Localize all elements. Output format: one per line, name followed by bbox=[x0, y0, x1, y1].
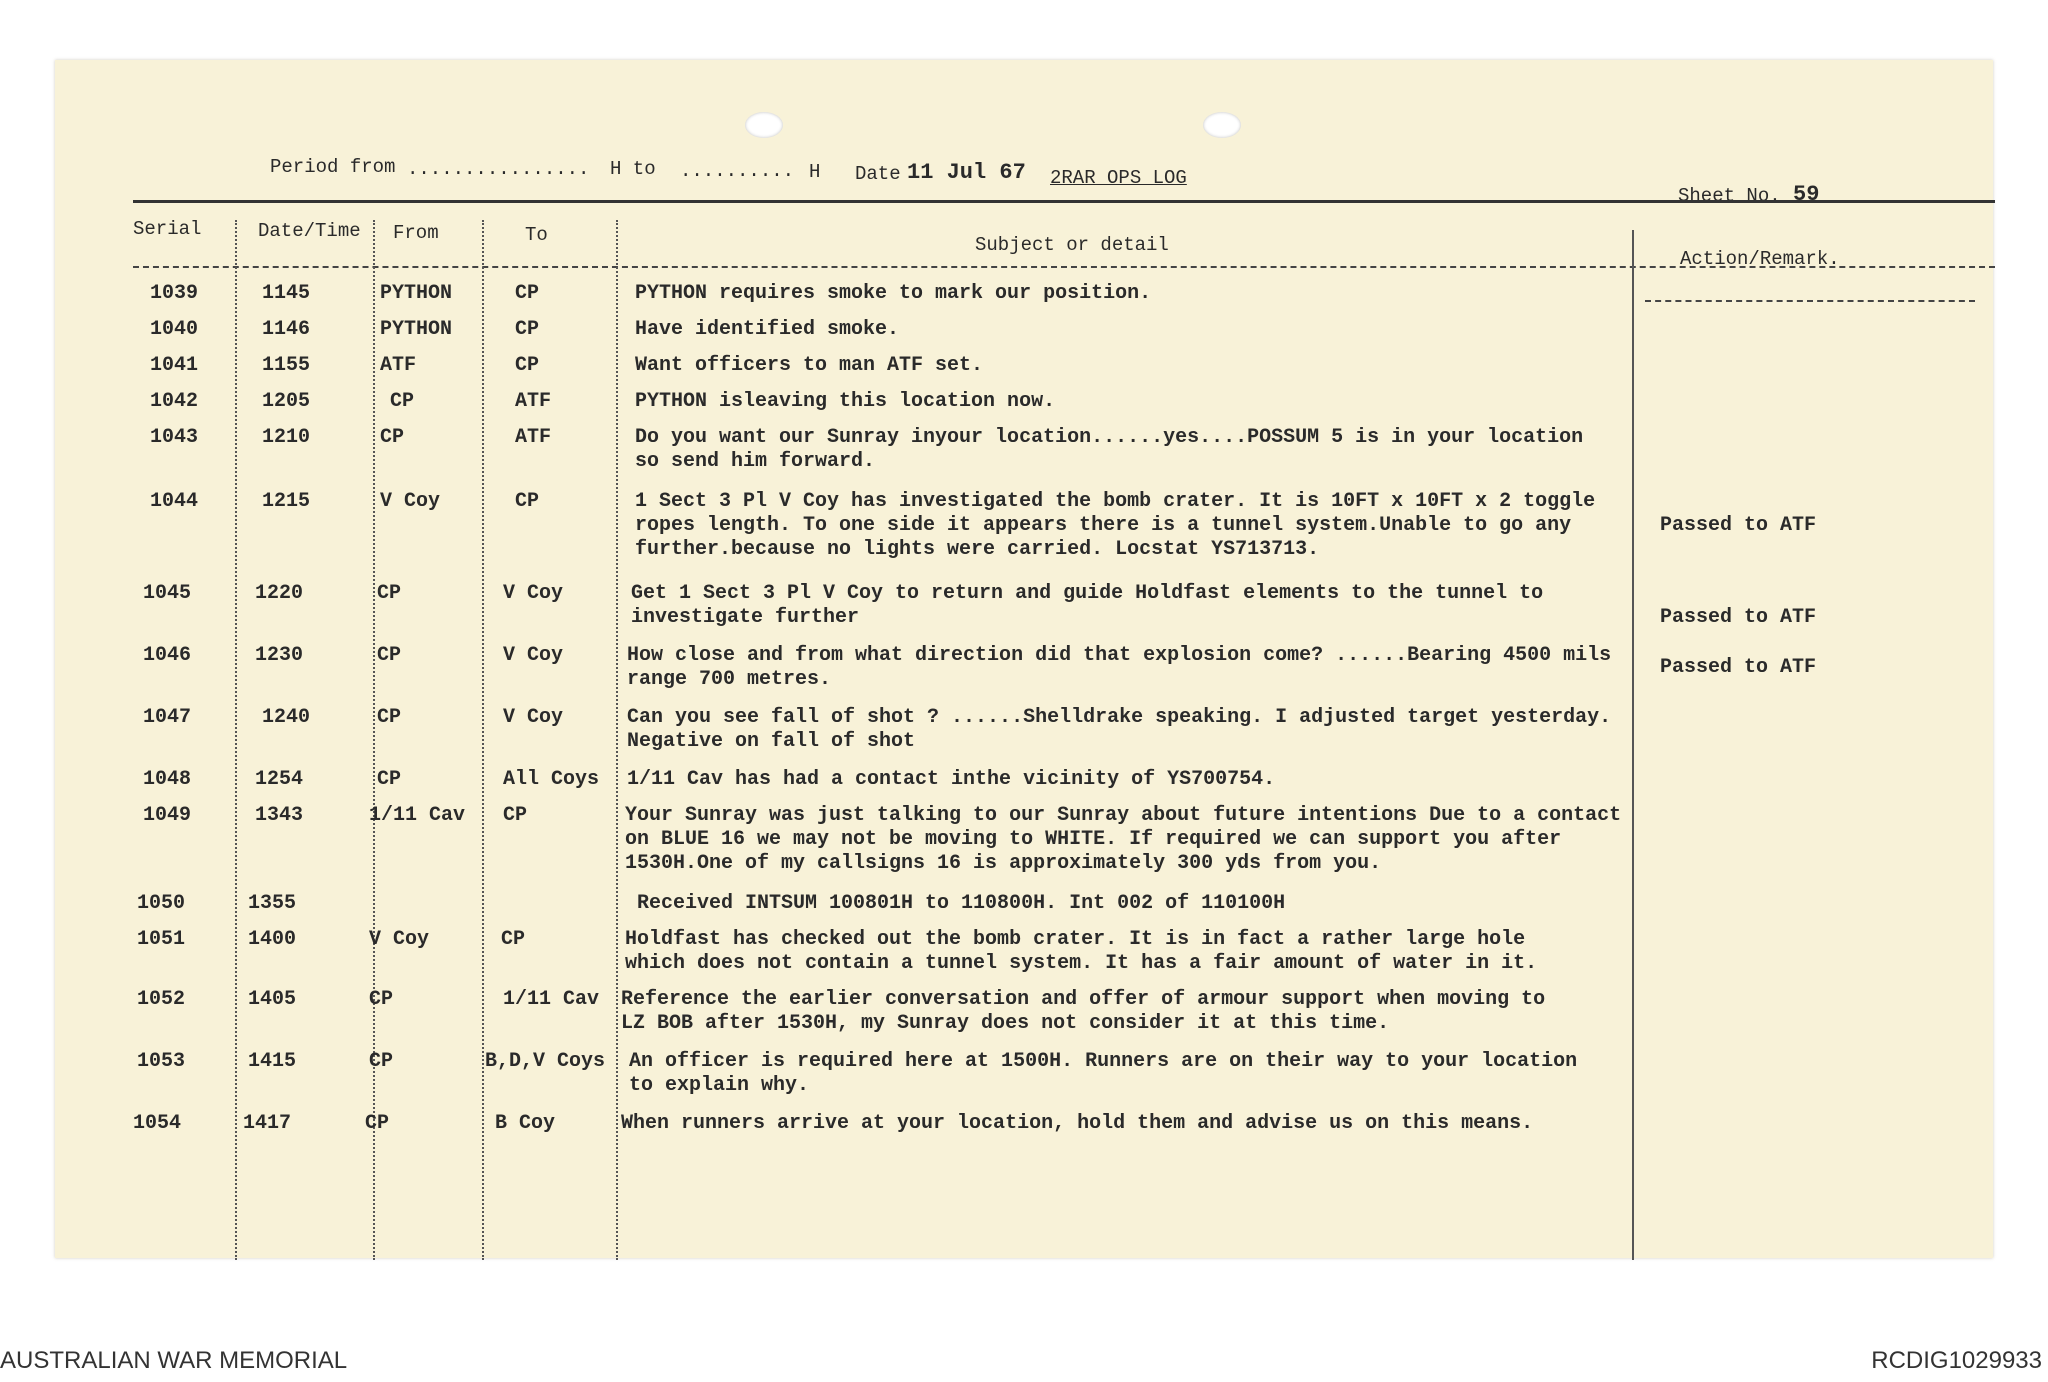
time-cell: 1343 bbox=[255, 804, 304, 827]
sheet-label: Sheet No. bbox=[1678, 185, 1781, 207]
sheet-value: 59 bbox=[1793, 182, 1820, 207]
h-label: H bbox=[809, 161, 821, 183]
col-divider-from bbox=[482, 220, 484, 1260]
time-cell: 1240 bbox=[262, 706, 311, 729]
col-divider-subject bbox=[1632, 230, 1634, 1260]
to-cell: CP bbox=[515, 318, 540, 341]
to-cell: CP bbox=[515, 282, 540, 305]
h-to-label: H to bbox=[610, 158, 656, 180]
to-cell: V Coy bbox=[503, 644, 564, 667]
from-cell: CP bbox=[377, 582, 402, 605]
serial-cell: 1039 bbox=[150, 282, 199, 305]
time-cell: 1254 bbox=[255, 768, 304, 791]
serial-cell: 1050 bbox=[137, 892, 186, 915]
from-cell: PYTHON bbox=[380, 282, 453, 305]
time-cell: 1210 bbox=[262, 426, 311, 449]
time-cell: 1417 bbox=[243, 1112, 292, 1135]
subject-cell: When runners arrive at your location, hold them and advise us on this means. bbox=[621, 1112, 1534, 1135]
time-cell: 1230 bbox=[255, 644, 304, 667]
serial-cell: 1045 bbox=[143, 582, 192, 605]
footer-catalog-id: RCDIG1029933 bbox=[1871, 1347, 2042, 1374]
column-header-to: To bbox=[525, 224, 548, 246]
column-header-serial: Serial bbox=[133, 218, 202, 240]
from-cell: V Coy bbox=[369, 928, 430, 951]
subject-cell: Do you want our Sunray inyour location......yes....POSSUM 5 is in your location so send him forward. bbox=[635, 426, 1584, 473]
subject-cell: Holdfast has checked out the bomb crater. It is in fact a rather large hole which does not contain a tunnel system. It has a fair amount of water in it. bbox=[625, 928, 1538, 975]
from-cell: V Coy bbox=[380, 490, 441, 513]
col-divider-serial bbox=[235, 220, 237, 1260]
footer-credit: AUSTRALIAN WAR MEMORIAL bbox=[0, 1347, 348, 1374]
date-value: 11 Jul 67 bbox=[907, 160, 1026, 185]
date-label: Date bbox=[855, 163, 901, 185]
to-cell: CP bbox=[515, 354, 540, 377]
h-to-dots: .......... bbox=[680, 160, 795, 182]
subject-cell: 1 Sect 3 Pl V Coy has investigated the bomb crater. It is 10FT x 10FT x 2 toggle ropes length. To one side it appears there is a tunnel system.Unable to go any further.because no lights were carried. Locstat YS713713. bbox=[635, 490, 1596, 561]
to-cell: B Coy bbox=[495, 1112, 556, 1135]
time-cell: 1405 bbox=[248, 988, 297, 1011]
from-cell: CP bbox=[369, 1050, 394, 1073]
log-title: 2RAR OPS LOG bbox=[1050, 167, 1187, 189]
time-cell: 1145 bbox=[262, 282, 311, 305]
from-cell: ATF bbox=[380, 354, 417, 377]
subject-cell: Can you see fall of shot ? ......Shelldrake speaking. I adjusted target yesterday. Negative on fall of shot bbox=[627, 706, 1612, 753]
column-header-datetime: Date/Time bbox=[258, 220, 361, 242]
action-cell: Passed to ATF bbox=[1660, 606, 1817, 629]
subject-cell: Received INTSUM 100801H to 110800H. Int 002 of 110100H bbox=[637, 892, 1286, 915]
serial-cell: 1044 bbox=[150, 490, 199, 513]
table-top-rule bbox=[133, 200, 1995, 203]
from-cell: CP bbox=[380, 426, 405, 449]
log-sheet bbox=[55, 60, 1993, 1258]
col-divider-datetime bbox=[373, 220, 375, 1260]
period-from-dots: ................ bbox=[407, 158, 590, 180]
serial-cell: 1049 bbox=[143, 804, 192, 827]
from-cell: CP bbox=[365, 1112, 390, 1135]
col-divider-to bbox=[616, 220, 618, 1260]
serial-cell: 1041 bbox=[150, 354, 199, 377]
column-header-from: From bbox=[393, 222, 439, 244]
time-cell: 1415 bbox=[248, 1050, 297, 1073]
time-cell: 1146 bbox=[262, 318, 311, 341]
punch-hole bbox=[745, 112, 783, 138]
serial-cell: 1046 bbox=[143, 644, 192, 667]
column-header-subject: Subject or detail bbox=[975, 234, 1169, 256]
to-cell: V Coy bbox=[503, 706, 564, 729]
from-cell: CP bbox=[369, 988, 394, 1011]
to-cell: ATF bbox=[515, 390, 552, 413]
time-cell: 1355 bbox=[248, 892, 297, 915]
serial-cell: 1054 bbox=[133, 1112, 182, 1135]
subject-cell: Want officers to man ATF set. bbox=[635, 354, 984, 377]
subject-cell: 1/11 Cav has had a contact inthe vicinity of YS700754. bbox=[627, 768, 1276, 791]
serial-cell: 1047 bbox=[143, 706, 192, 729]
serial-cell: 1043 bbox=[150, 426, 199, 449]
to-cell: V Coy bbox=[503, 582, 564, 605]
column-header-action: Action/Remark. bbox=[1680, 248, 1840, 270]
time-cell: 1155 bbox=[262, 354, 311, 377]
punch-hole bbox=[1203, 112, 1241, 138]
subject-cell: Have identified smoke. bbox=[635, 318, 900, 341]
from-cell: CP bbox=[377, 644, 402, 667]
to-cell: CP bbox=[501, 928, 526, 951]
serial-cell: 1052 bbox=[137, 988, 186, 1011]
serial-cell: 1051 bbox=[137, 928, 186, 951]
sheet-dots: ......... bbox=[1823, 187, 1926, 209]
period-from-label: Period from bbox=[270, 156, 396, 178]
time-cell: 1215 bbox=[262, 490, 311, 513]
to-cell: All Coys bbox=[503, 768, 600, 791]
time-cell: 1220 bbox=[255, 582, 304, 605]
from-cell: 1/11 Cav bbox=[369, 804, 466, 827]
serial-cell: 1053 bbox=[137, 1050, 186, 1073]
subject-cell: An officer is required here at 1500H. Runners are on their way to your location to explain why. bbox=[629, 1050, 1578, 1097]
serial-cell: 1048 bbox=[143, 768, 192, 791]
subject-cell: PYTHON requires smoke to mark our position. bbox=[635, 282, 1152, 305]
subject-cell: How close and from what direction did that explosion come? ......Bearing 4500 mils range 700 metres. bbox=[627, 644, 1612, 691]
from-cell: PYTHON bbox=[380, 318, 453, 341]
to-cell: B,D,V Coys bbox=[485, 1050, 606, 1073]
action-header-rule bbox=[1645, 300, 1975, 302]
to-cell: CP bbox=[515, 490, 540, 513]
subject-cell: Reference the earlier conversation and offer of armour support when moving to LZ BOB after 1530H, my Sunray does not consider it at this time. bbox=[621, 988, 1546, 1035]
to-cell: ATF bbox=[515, 426, 552, 449]
action-cell: Passed to ATF bbox=[1660, 656, 1817, 679]
from-cell: CP bbox=[390, 390, 415, 413]
subject-cell: Get 1 Sect 3 Pl V Coy to return and guide Holdfast elements to the tunnel to investigate further bbox=[631, 582, 1544, 629]
subject-cell: PYTHON isleaving this location now. bbox=[635, 390, 1056, 413]
serial-cell: 1042 bbox=[150, 390, 199, 413]
serial-cell: 1040 bbox=[150, 318, 199, 341]
to-cell: CP bbox=[503, 804, 528, 827]
time-cell: 1205 bbox=[262, 390, 311, 413]
subject-cell: Your Sunray was just talking to our Sunray about future intentions Due to a contact on BLUE 16 we may not be moving to WHITE. If required we can support you after 1530H.One of my callsigns 16 is approximately 300 yds from you. bbox=[625, 804, 1622, 875]
time-cell: 1400 bbox=[248, 928, 297, 951]
from-cell: CP bbox=[377, 768, 402, 791]
to-cell: 1/11 Cav bbox=[503, 988, 600, 1011]
from-cell: CP bbox=[377, 706, 402, 729]
action-cell: Passed to ATF bbox=[1660, 514, 1817, 537]
